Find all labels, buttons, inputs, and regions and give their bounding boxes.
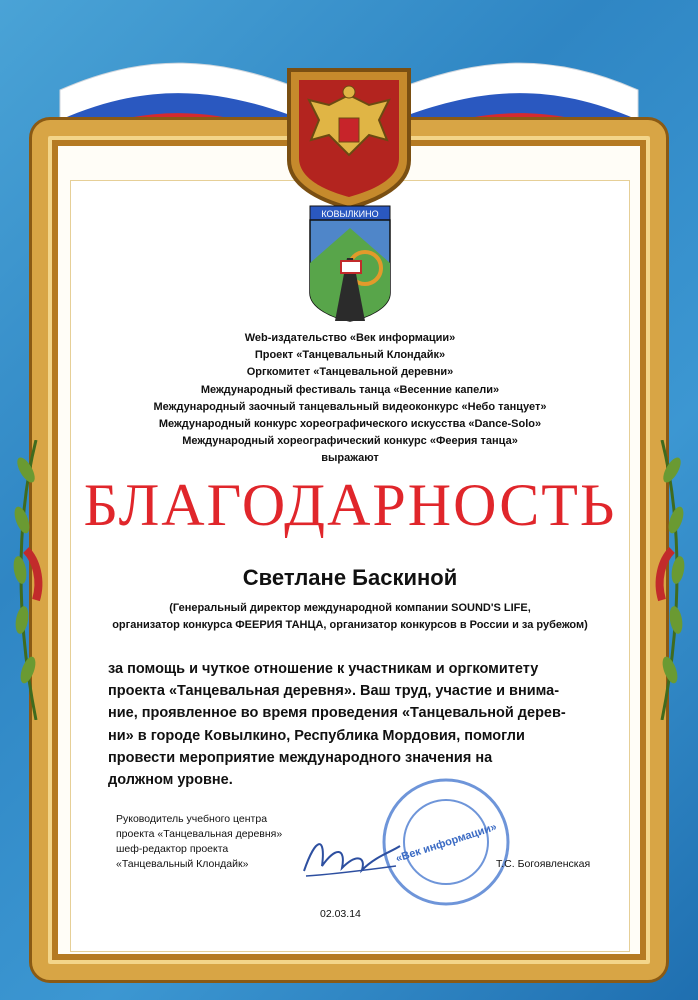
gratitude-line: проекта «Танцевальная деревня». Ваш труд, участие и внима- [108, 683, 560, 700]
laurel-left-icon [6, 440, 50, 720]
signer-position-line: проекта «Танцевальная деревня» [116, 828, 283, 840]
organizer-line: Международный хореографический конкурс «Феерия танца» [182, 435, 518, 448]
organizer-line: Международный конкурс хореографического искусства «Dance-Solo» [158, 418, 542, 431]
organizer-line: выражают [321, 452, 379, 465]
recipient-description [90, 600, 610, 634]
handwritten-signature [296, 826, 406, 886]
certificate-date: 02.03.14 [320, 908, 361, 920]
recipient-name: Светлане Баскиной [242, 565, 458, 590]
gratitude-line: за помощь и чуткое отношение к участникам и оргкомитету [108, 661, 539, 677]
gratitude-line: ние, проявленное во время проведения «Танцевальной дерев- [108, 705, 566, 722]
stamp-center-text: «Век информации» [394, 820, 499, 865]
city-arms-icon [307, 203, 393, 323]
recipient-description-line: организатор конкурса ФЕЕРИЯ ТАНЦА, организатор конкурсов в России и за рубежом) [112, 619, 588, 631]
recipient-description-line: (Генеральный директор международной компании SOUND'S LIFE, [169, 602, 531, 614]
organizer-line: Оргкомитет «Танцевальной деревни» [246, 366, 454, 379]
organizer-line: Проект «Танцевальный Клондайк» [254, 349, 446, 362]
signer-position-line: Руководитель учебного центра [116, 813, 268, 825]
gratitude-line: провести мероприятие международного значения на [108, 749, 493, 766]
organizers-list [100, 330, 600, 468]
gratitude-line: ни» в городе Ковылкино, Республика Мордовия, помогли [108, 727, 525, 744]
signer-position [116, 812, 316, 872]
signer-position-line: «Танцевальный Клондайк» [116, 858, 249, 870]
laurel-right-icon [648, 440, 692, 720]
gratitude-line: должном уровне. [108, 772, 233, 789]
russia-coat-of-arms-icon [279, 60, 419, 210]
city-arms-label: КОВЫЛКИНО [321, 209, 379, 219]
certificate-title: БЛАГОДАРНОСТЬ [83, 472, 617, 538]
gratitude-text [108, 658, 586, 791]
organizer-line: Международный заочный танцевальный видеоконкурс «Небо танцует» [153, 400, 547, 413]
signer-position-line: шеф-редактор проекта [116, 843, 229, 855]
organizer-line: Web-издательство «Век информации» [244, 332, 456, 344]
organizer-line: Международный фестиваль танца «Весенние капели» [200, 383, 500, 396]
signer-name: Т.С. Богоявленская [496, 858, 591, 870]
